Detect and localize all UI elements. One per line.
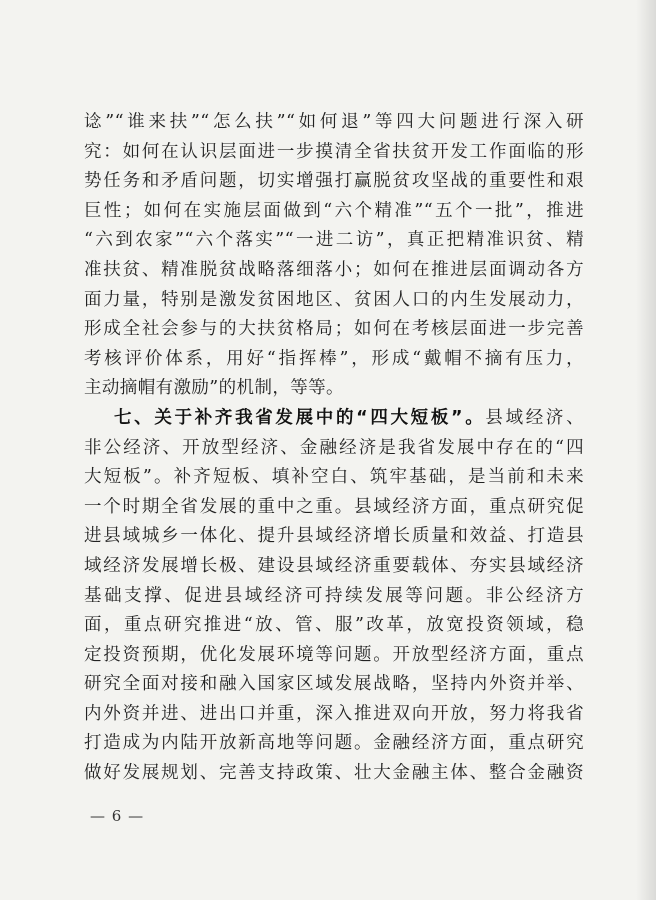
paragraph-line: 内外资并进、进出口并重，深入推进双向开放，努力将我省 [84,703,584,724]
paragraph-line: 考核评价体系，用好“指挥棒”，形成“戴帽不摘有压力， [84,348,584,369]
paragraph-line: 域经济发展增长极、建设县域经济重要载体、夯实县域经济 [84,555,584,576]
paragraph-line: 一个时期全省发展的重中之重。县域经济方面，重点研究促 [84,496,584,517]
paragraph-line: 进县域城乡一体化、提升县域经济增长质量和效益、打造县 [84,526,584,547]
paragraph-line: 准扶贫、精准脱贫战略落细落小；如何在推进层面调动各方 [84,259,584,280]
paragraph-line: 基础支撑、促进县域经济可持续发展等问题。非公经济方 [84,585,584,606]
section-heading: 七、关于补齐我省发展中的“四大短板”。 [114,407,486,428]
paragraph-line: “六到农家”“六个落实”“一进二访”，真正把精准识贫、精 [84,230,584,251]
section-heading-continuation: 县域经济、 [485,407,584,428]
paragraph-line: 形成全社会参与的大扶贫格局；如何在考核层面进一步完善 [84,319,584,340]
paragraph-line: 打造成为内陆开放新高地等问题。金融经济方面，重点研究 [84,733,584,754]
paragraph-line: 做好发展规划、完善支持政策、壮大金融主体、整合金融资 [84,763,584,784]
paragraph-line: 主动摘帽有激励”的机制，等等。 [84,378,344,399]
paragraph-line: 大短板”。补齐短板、填补空白、筑牢基础，是当前和未来 [84,467,584,488]
paragraph-line: 巨性；如何在实施层面做到“六个精准”“五个一批”，推进 [84,200,584,221]
paragraph-line: 定投资预期，优化发展环境等问题。开放型经济方面，重点 [84,644,584,665]
paragraph-line: 面，重点研究推进“放、管、服”改革，放宽投资领域，稳 [84,615,584,636]
paragraph-line: 究：如何在认识层面进一步摸清全省扶贫开发工作面临的形 [84,141,584,162]
paragraph-line: 面力量，特别是激发贫困地区、贫困人口的内生发展动力， [84,289,584,310]
document-body [84,108,584,789]
section-heading-line [84,404,584,434]
paragraph-line: 非公经济、开放型经济、金融经济是我省发展中存在的“四 [84,437,584,458]
paragraph-line: 势任务和矛盾问题，切实增强打赢脱贫攻坚战的重要性和艰 [84,171,584,192]
paragraph-line: 谂”“谁来扶”“怎么扶”“如何退”等四大问题进行深入研 [84,112,584,132]
page-edge-shadow [636,0,656,900]
page-number: — 6 — [90,807,145,825]
paragraph-line: 研究全面对接和融入国家区域发展战略，坚持内外资并举、 [84,674,584,695]
